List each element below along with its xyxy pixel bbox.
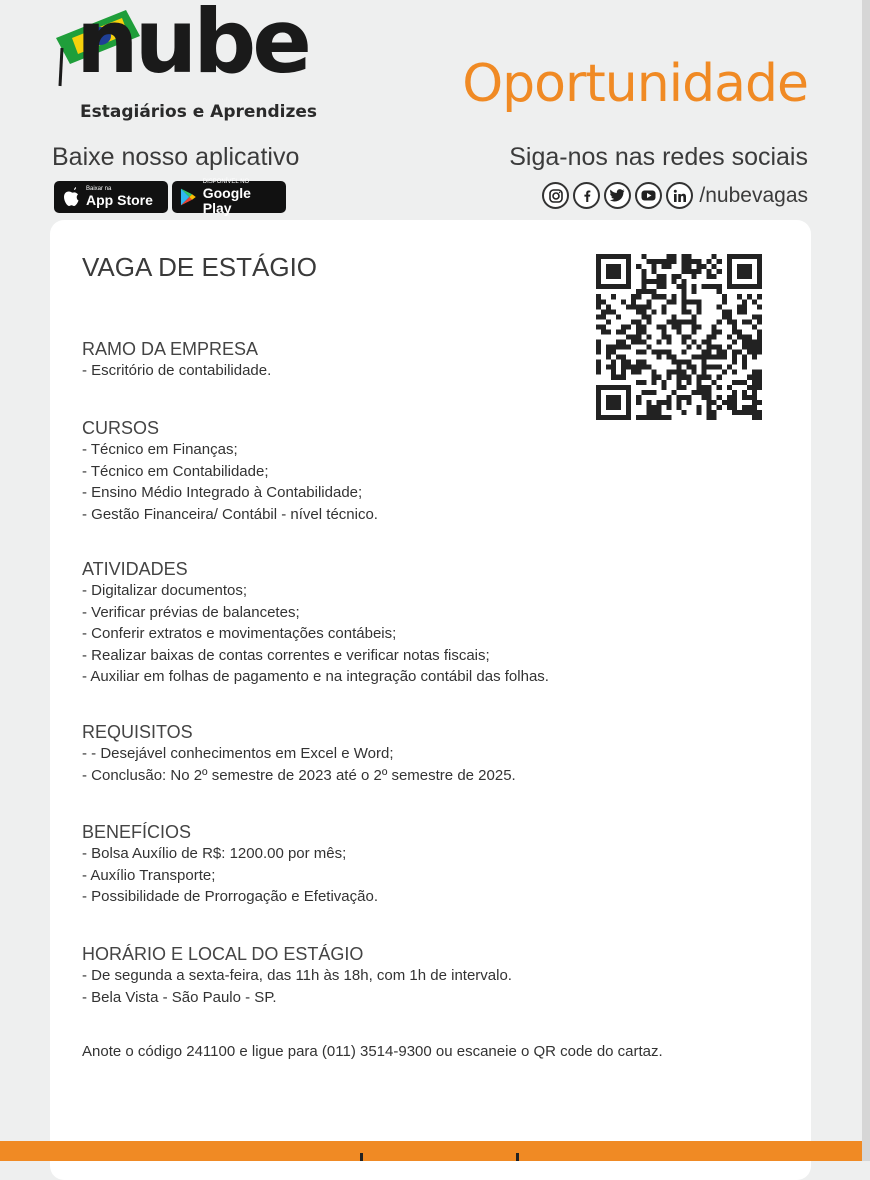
linkedin-icon[interactable]: [666, 182, 693, 209]
section-heading: BENEFÍCIOS: [82, 822, 192, 842]
appstore-big-text: App Store: [86, 192, 153, 208]
section-item: - Conferir extratos e movimentações contábeis;: [82, 625, 397, 642]
section-item: - Conclusão: No 2º semestre de 2023 até o 2º semestre de 2025.: [82, 766, 516, 784]
section-heading: ATIVIDADES: [82, 559, 188, 579]
bottom-accent-bar: [0, 1141, 862, 1161]
qr-code[interactable]: [596, 254, 762, 420]
section-item: - Bela Vista - São Paulo - SP.: [82, 988, 277, 1006]
section-item: - Técnico em Finanças;: [82, 441, 238, 458]
section-item: - Ensino Médio Integrado à Contabilidade;: [82, 484, 363, 501]
app-store-badge[interactable]: [54, 181, 168, 213]
contact-note: Anote o código 241100 e ligue para (011) 3514-9300 ou escaneie o QR code do cartaz.: [82, 1043, 663, 1060]
section-item: - Auxílio Transporte;: [82, 866, 216, 884]
facebook-icon[interactable]: [573, 182, 600, 209]
bar-mark: [360, 1153, 363, 1161]
section-item: - Escritório de contabilidade.: [82, 362, 272, 379]
app-download-label: Baixe nosso aplicativo: [52, 143, 300, 171]
section-item: - Digitalizar documentos;: [82, 582, 248, 599]
section-heading: RAMO DA EMPRESA: [82, 339, 259, 359]
section-item: - - Desejável conhecimentos em Excel e Word;: [82, 745, 394, 762]
section-atividades: [82, 558, 782, 688]
section-heading: HORÁRIO E LOCAL DO ESTÁGIO: [82, 944, 364, 964]
page-edge: [862, 0, 870, 1161]
logo-wordmark: nube: [76, 0, 308, 93]
section-ramo: [82, 338, 782, 382]
google-play-icon: [180, 187, 197, 207]
job-posting-card: [50, 220, 811, 1180]
bar-mark: [516, 1153, 519, 1161]
section-item: - Bolsa Auxílio de R$: 1200.00 por mês;: [82, 845, 347, 862]
youtube-icon[interactable]: [635, 182, 662, 209]
instagram-icon[interactable]: [542, 182, 569, 209]
social-follow-label: Siga-nos nas redes sociais: [509, 143, 808, 171]
gplay-big-text: Google Play: [202, 184, 251, 216]
section-item: - Gestão Financeira/ Contábil - nível técnico.: [82, 505, 378, 523]
section-item: - Verificar prévias de balancetes;: [82, 603, 300, 621]
section-horario-local: [82, 943, 782, 1008]
social-handle[interactable]: /nubevagas: [699, 183, 808, 207]
section-heading: CURSOS: [82, 418, 160, 438]
google-play-badge[interactable]: [172, 178, 286, 216]
section-heading: REQUISITOS: [82, 722, 193, 742]
posting-title: VAGA DE ESTÁGIO: [82, 252, 318, 282]
headline-oportunidade: Oportunidade: [462, 54, 808, 114]
section-beneficios: [82, 821, 782, 908]
apple-icon: [62, 187, 80, 207]
section-item: - De segunda a sexta-feira, das 11h às 18h, com 1h de intervalo.: [82, 967, 512, 984]
gplay-small-text: DISPONÍVEL NO: [202, 178, 250, 185]
section-item: - Técnico em Contabilidade;: [82, 462, 269, 480]
section-cursos: [82, 417, 782, 525]
logo-subtitle: Estagiários e Aprendizes: [80, 102, 318, 122]
section-item: - Possibilidade de Prorrogação e Efetivação.: [82, 888, 379, 905]
section-item: - Realizar baixas de contas correntes e verificar notas fiscais;: [82, 646, 490, 664]
twitter-icon[interactable]: [604, 182, 631, 209]
social-links: [542, 182, 808, 209]
section-item: - Auxiliar em folhas de pagamento e na integração contábil das folhas.: [82, 668, 549, 685]
section-requisitos: [82, 721, 782, 786]
appstore-small-text: Baixar na: [86, 186, 112, 192]
nube-logo: [48, 0, 328, 126]
